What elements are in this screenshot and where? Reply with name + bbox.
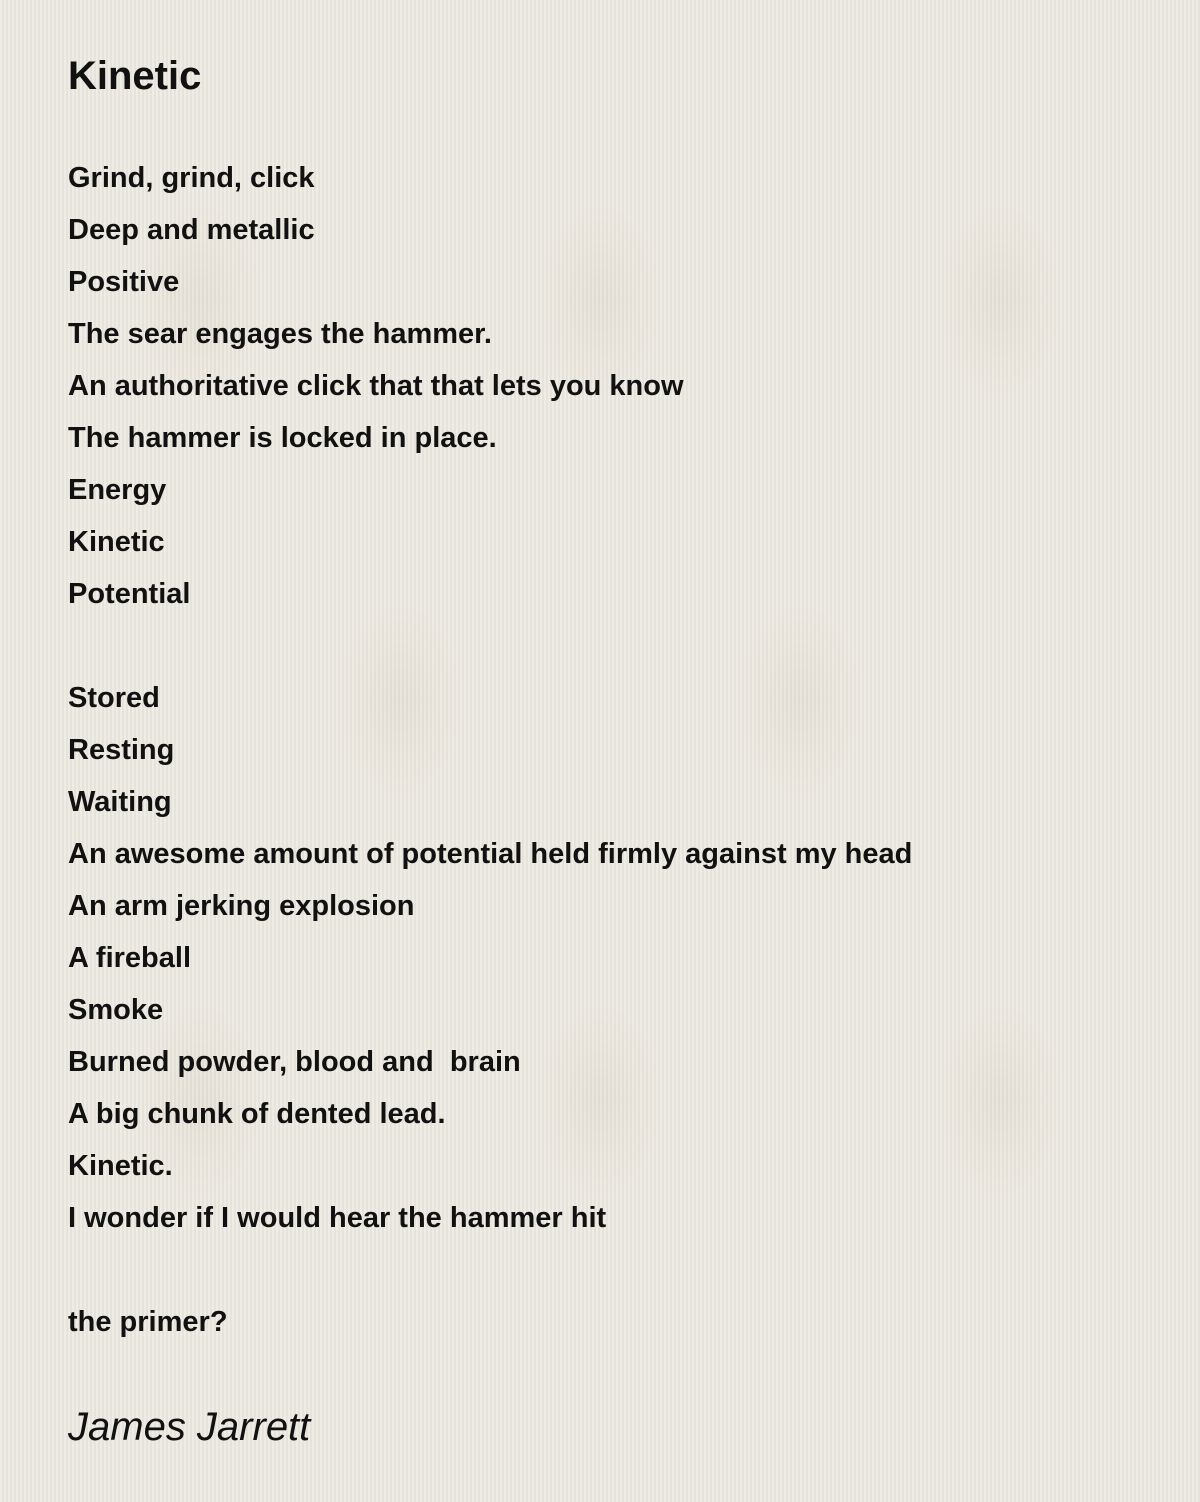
poem-line: Resting <box>68 734 175 766</box>
poem-line: Deep and metallic <box>68 214 315 246</box>
poem-line: Smoke <box>68 994 164 1026</box>
poem-line: Stored <box>68 682 160 714</box>
poem-line: Kinetic. <box>68 1150 173 1182</box>
poem-line: Burned powder, blood and brain <box>68 1046 521 1078</box>
poem-line: Potential <box>68 578 191 610</box>
poem-author: James Jarrett <box>68 1405 311 1449</box>
poem-line: the primer? <box>68 1306 228 1338</box>
poem-line: Waiting <box>68 786 172 818</box>
poem-line: A big chunk of dented lead. <box>68 1098 446 1130</box>
poem-line: Kinetic <box>68 526 165 558</box>
poem-body <box>68 152 1168 1348</box>
stanza-break <box>68 620 1168 672</box>
poem-title: Kinetic <box>68 54 202 98</box>
poem-line: Positive <box>68 266 180 298</box>
stanza-break <box>68 1244 1168 1296</box>
poem-line: An arm jerking explosion <box>68 890 415 922</box>
poem-line: Energy <box>68 474 167 506</box>
poem-line: The hammer is locked in place. <box>68 422 497 454</box>
poem-line: Grind, grind, click <box>68 162 315 194</box>
poem-line: An authoritative click that that lets you know <box>68 370 684 402</box>
poem-line: An awesome amount of potential held firmly against my head <box>68 838 913 870</box>
poem-line: The sear engages the hammer. <box>68 318 492 350</box>
poem-line: I wonder if I would hear the hammer hit <box>68 1202 607 1234</box>
poem-line: A fireball <box>68 942 192 974</box>
